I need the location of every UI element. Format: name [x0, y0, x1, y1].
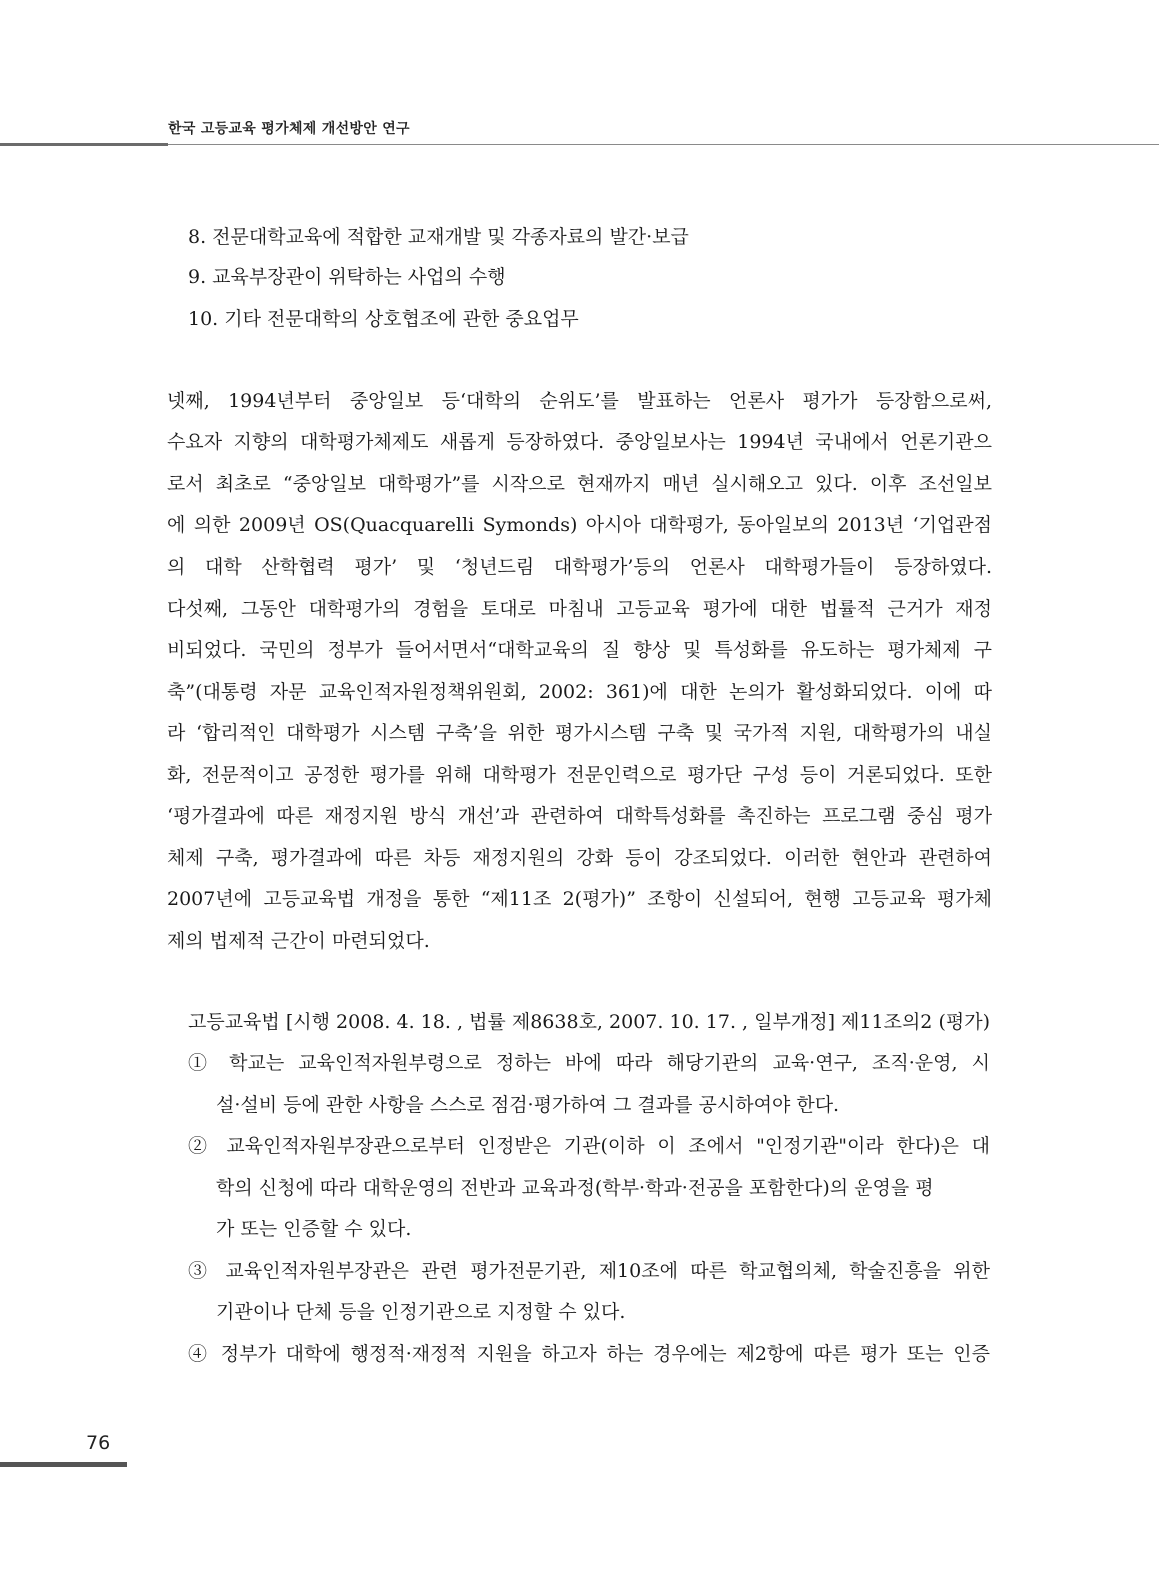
- law-clause: ③ 교육인적자원부장관은 관련 평가전문기관, 제10조에 따른 학교협의체, 학술진흥을 위한: [188, 1260, 990, 1282]
- paragraph-line: 비되었다. 국민의 정부가 들어서면서“대학교육의 질 향상 및 특성화를 유도하는 평가체제 구: [167, 639, 992, 661]
- list-item: 10. 기타 전문대학의 상호협조에 관한 중요업무: [188, 308, 579, 330]
- paragraph-line: 넷째, 1994년부터 중앙일보 등‘대학의 순위도’를 발표하는 언론사 평가가 등장함으로써,: [167, 390, 992, 412]
- paragraph-line: 2007년에 고등교육법 개정을 통한 “제11조 2(평가)” 조항이 신설되어, 현행 고등교육 평가체: [167, 888, 992, 910]
- law-clause-continuation: 기관이나 단체 등을 인정기관으로 지정할 수 있다.: [216, 1301, 626, 1323]
- footer-rule: [0, 1462, 127, 1467]
- law-clause: ② 교육인적자원부장관으로부터 인정받은 기관(이하 이 조에서 "인정기관"이라 한다)은 대: [188, 1135, 990, 1157]
- running-header: 한국 고등교육 평가체제 개선방안 연구: [168, 121, 410, 137]
- page-number: 76: [86, 1432, 111, 1454]
- paragraph-line: 다섯째, 그동안 대학평가의 경험을 토대로 마침내 고등교육 평가에 대한 법률적 근거가 재정: [167, 598, 992, 620]
- paragraph-line: 축”(대통령 자문 교육인적자원정책위원회, 2002: 361)에 대한 논의가 활성화되었다. 이에 따: [167, 681, 992, 703]
- paragraph-line: 화, 전문적이고 공정한 평가를 위해 대학평가 전문인력으로 평가단 구성 등이 거론되었다. 또한: [167, 764, 992, 786]
- law-clause: ④ 정부가 대학에 행정적·재정적 지원을 하고자 하는 경우에는 제2항에 따른 평가 또는 인증: [188, 1343, 990, 1365]
- paragraph-line: 의 대학 산학협력 평가’ 및 ‘청년드림 대학평가’등의 언론사 대학평가들이 등장하였다.: [167, 556, 992, 578]
- paragraph-line: 라 ‘합리적인 대학평가 시스템 구축’을 위한 평가시스템 구축 및 국가적 지원, 대학평가의 내실: [167, 722, 992, 744]
- law-clause-continuation: 설·설비 등에 관한 사항을 스스로 점검·평가하여 그 결과를 공시하여야 한다.: [216, 1094, 840, 1116]
- paragraph-line: 로서 최초로 “중앙일보 대학평가”를 시작으로 현재까지 매년 실시해오고 있다. 이후 조선일보: [167, 473, 992, 495]
- paragraph-line: 체제 구축, 평가결과에 따른 차등 재정지원의 강화 등이 강조되었다. 이러한 현안과 관련하여: [167, 847, 992, 869]
- law-clause: ① 학교는 교육인적자원부령으로 정하는 바에 따라 해당기관의 교육·연구, 조직·운영, 시: [188, 1052, 990, 1074]
- paragraph-line: 수요자 지향의 대학평가체제도 새롭게 등장하였다. 중앙일보사는 1994년 국내에서 언론기관으: [167, 431, 992, 453]
- list-item: 9. 교육부장관이 위탁하는 사업의 수행: [188, 266, 506, 288]
- law-clause-continuation: 가 또는 인증할 수 있다.: [216, 1218, 412, 1240]
- header-rule-accent: [0, 143, 168, 146]
- header-rule: [168, 144, 1159, 145]
- law-title: 고등교육법 [시행 2008. 4. 18. , 법률 제8638호, 2007. 10. 17. , 일부개정] 제11조의2 (평가): [188, 1011, 990, 1033]
- list-item: 8. 전문대학교육에 적합한 교재개발 및 각종자료의 발간·보급: [188, 226, 689, 248]
- paragraph-line: ‘평가결과에 따른 재정지원 방식 개선’과 관련하여 대학특성화를 촉진하는 프로그램 중심 평가: [167, 805, 992, 827]
- law-clause-continuation: 학의 신청에 따라 대학운영의 전반과 교육과정(학부·학과·전공을 포함한다)의 운영을 평: [216, 1177, 934, 1199]
- paragraph-line: 에 의한 2009년 OS(Quacquarelli Symonds) 아시아 대학평가, 동아일보의 2013년 ‘기업관점: [167, 514, 992, 536]
- paragraph-line: 제의 법제적 근간이 마련되었다.: [167, 930, 430, 952]
